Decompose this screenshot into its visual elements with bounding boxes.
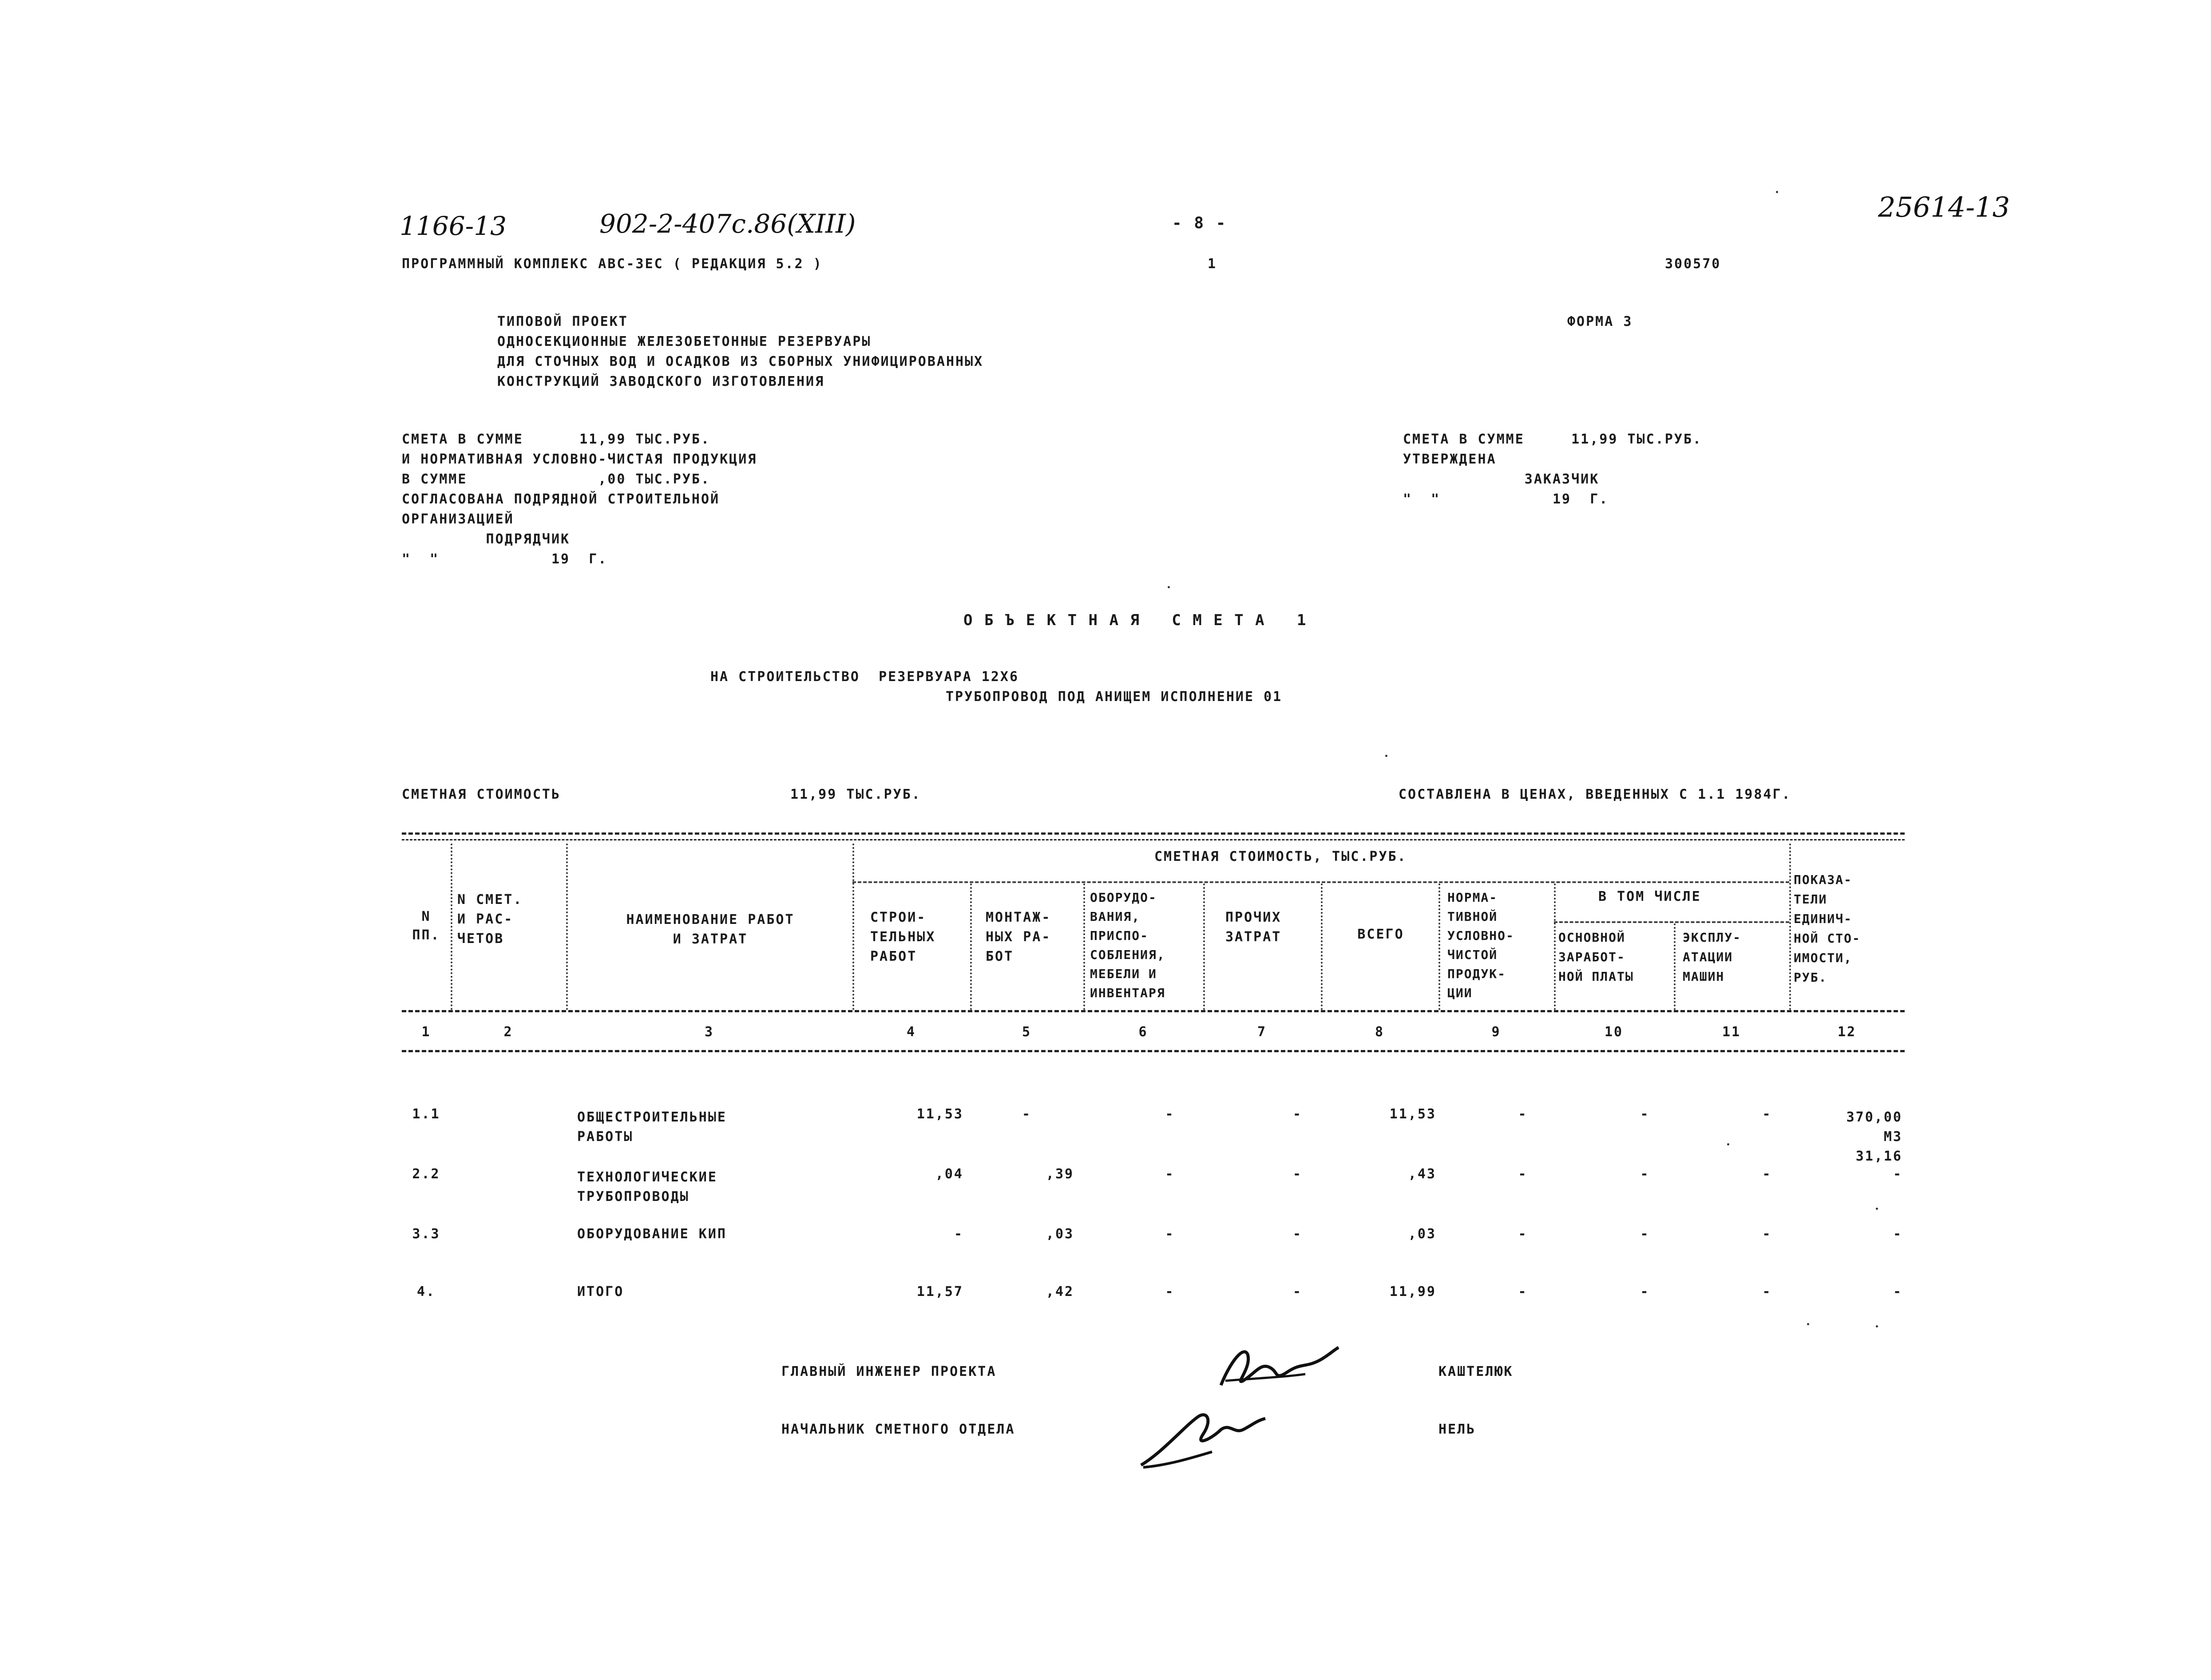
col-header-4: СТРОИ- ТЕЛЬНЫХ РАБОТ bbox=[870, 910, 936, 964]
column-separator bbox=[852, 844, 854, 1010]
col-number: 8 bbox=[1375, 1024, 1385, 1040]
left-block-line: СОГЛАСОВАНА ПОДРЯДНОЙ СТРОИТЕЛЬНОЙ bbox=[402, 491, 720, 507]
col-header-12: ПОКАЗА- ТЕЛИ ЕДИНИЧ- НОЙ СТО- ИМОСТИ, РУБ. bbox=[1794, 872, 1861, 985]
cell-pokaz: 370,00 М3 31,16 bbox=[1846, 1109, 1902, 1164]
left-block-line: ОРГАНИЗАЦИЕЙ bbox=[402, 511, 514, 527]
cell-n: 3.3 bbox=[412, 1226, 440, 1242]
page-marker: - 8 - bbox=[1172, 214, 1227, 232]
incl-header: В ТОМ ЧИСЛЕ bbox=[1598, 889, 1701, 904]
summary-prices: СОСТАВЛЕНА В ЦЕНАХ, ВВЕДЕННЫХ С 1.1 1984Г. bbox=[1399, 787, 1791, 802]
col-header-8: ВСЕГО bbox=[1357, 927, 1404, 942]
cell-n: 4. bbox=[416, 1284, 436, 1300]
cell-vsego: 11,99 bbox=[1389, 1284, 1436, 1300]
cell-stroit: ,04 bbox=[935, 1166, 963, 1182]
cell-oborud: - bbox=[1165, 1226, 1175, 1242]
cell-pokaz: - bbox=[1893, 1284, 1902, 1300]
left-block-line: И НОРМАТИВНАЯ УСЛОВНО-ЧИСТАЯ ПРОДУКЦИЯ bbox=[402, 452, 757, 467]
project-line: ОДНОСЕКЦИОННЫЕ ЖЕЛЕЗОБЕТОННЫЕ РЕЗЕРВУАРЫ bbox=[497, 334, 872, 349]
signature-scribble-1 bbox=[1216, 1336, 1341, 1394]
left-block-line: ПОДРЯДЧИК bbox=[402, 531, 571, 547]
col-header-2: N СМЕТ. И РАС- ЧЕТОВ bbox=[457, 892, 523, 947]
table-top-rule-2 bbox=[402, 839, 1905, 840]
scan-speck bbox=[1168, 586, 1170, 588]
scan-speck bbox=[1876, 1208, 1878, 1210]
cell-osn: - bbox=[1640, 1106, 1650, 1122]
cell-montazh: ,39 bbox=[1046, 1166, 1074, 1182]
cell-proch: - bbox=[1292, 1166, 1303, 1182]
cell-oborud: - bbox=[1165, 1284, 1175, 1300]
cell-proch: - bbox=[1292, 1284, 1303, 1300]
cell-stroit: - bbox=[954, 1226, 963, 1242]
cell-montazh: - bbox=[1022, 1106, 1032, 1122]
group-header-rule bbox=[852, 881, 1789, 883]
cell-eksp: - bbox=[1762, 1106, 1772, 1122]
col-number: 2 bbox=[503, 1024, 513, 1040]
col-number: 11 bbox=[1722, 1024, 1741, 1040]
form-label: ФОРМА 3 bbox=[1567, 314, 1633, 329]
incl-header-rule bbox=[1554, 921, 1789, 923]
summary-label: СМЕТНАЯ СТОИМОСТЬ bbox=[402, 787, 561, 802]
scan-speck bbox=[1876, 1325, 1878, 1327]
scan-speck bbox=[1727, 1143, 1729, 1145]
cell-name: ИТОГО bbox=[577, 1284, 624, 1300]
document-title: О Б Ъ Е К Т Н А Я С М Е Т А 1 bbox=[963, 611, 1308, 629]
signature-name: КАШТЕЛЮК bbox=[1438, 1364, 1514, 1379]
col-number: 9 bbox=[1491, 1024, 1501, 1040]
col-header-3: НАИМЕНОВАНИЕ РАБОТ И ЗАТРАТ bbox=[626, 912, 795, 947]
col-header-10: ОСНОВНОЙ ЗАРАБОТ- НОЙ ПЛАТЫ bbox=[1558, 930, 1634, 984]
cell-osn: - bbox=[1640, 1226, 1650, 1242]
cell-norm: - bbox=[1518, 1226, 1528, 1242]
col-header-7: ПРОЧИХ ЗАТРАТ bbox=[1225, 910, 1282, 945]
colnum-bottom-rule bbox=[402, 1050, 1905, 1052]
col-number: 4 bbox=[906, 1024, 916, 1040]
right-block-line: " " 19 Г. bbox=[1403, 491, 1609, 507]
header-bottom-rule bbox=[402, 1010, 1905, 1012]
cell-eksp: - bbox=[1762, 1226, 1772, 1242]
col-header-5: МОНТАЖ- НЫХ РА- БОТ bbox=[986, 910, 1051, 964]
cell-proch: - bbox=[1292, 1226, 1303, 1242]
cell-n: 1.1 bbox=[412, 1106, 440, 1122]
col-header-9: НОРМА- ТИВНОЙ УСЛОВНО- ЧИСТОЙ ПРОДУК- ЦИИ bbox=[1447, 890, 1514, 1000]
title-line-1: НА СТРОИТЕЛЬСТВО РЕЗЕРВУАРА 12Х6 bbox=[710, 669, 1019, 685]
scan-speck bbox=[1385, 755, 1387, 757]
column-separator bbox=[1321, 884, 1323, 1010]
cell-n: 2.2 bbox=[412, 1166, 440, 1182]
table-top-rule bbox=[402, 832, 1905, 835]
column-separator bbox=[1203, 884, 1205, 1010]
doc-code: 300570 bbox=[1665, 256, 1721, 272]
cell-stroit: 11,53 bbox=[916, 1106, 963, 1122]
cell-stroit: 11,57 bbox=[916, 1284, 963, 1300]
column-separator bbox=[566, 844, 568, 1010]
scan-speck bbox=[1807, 1323, 1809, 1325]
left-block-line: СМЕТА В СУММЕ 11,99 ТЫС.РУБ. bbox=[402, 432, 711, 447]
signature-role: НАЧАЛЬНИК СМЕТНОГО ОТДЕЛА bbox=[781, 1422, 1015, 1437]
summary-value: 11,99 ТЫС.РУБ. bbox=[790, 787, 921, 802]
title-line-2: ТРУБОПРОВОД ПОД АНИЩЕМ ИСПОЛНЕНИЕ 01 bbox=[946, 689, 1283, 705]
column-separator bbox=[1083, 884, 1085, 1010]
cell-eksp: - bbox=[1762, 1166, 1772, 1182]
scan-speck bbox=[1776, 191, 1778, 193]
cell-name: ОБОРУДОВАНИЕ КИП bbox=[577, 1226, 727, 1242]
project-line: ТИПОВОЙ ПРОЕКТ bbox=[497, 314, 628, 329]
signature-role: ГЛАВНЫЙ ИНЖЕНЕР ПРОЕКТА bbox=[781, 1364, 997, 1379]
col-header-11: ЭКСПЛУ- АТАЦИИ МАШИН bbox=[1683, 930, 1742, 984]
cell-pokaz: - bbox=[1893, 1226, 1902, 1242]
signature-name: НЕЛЬ bbox=[1438, 1422, 1476, 1437]
column-separator bbox=[1674, 923, 1676, 1010]
col-header-1: N ПП. bbox=[412, 909, 440, 943]
program-header: ПРОГРАММНЫЙ КОМПЛЕКС АВС-3ЕС ( РЕДАКЦИЯ 5.2 ) bbox=[402, 256, 823, 272]
col-number: 10 bbox=[1604, 1024, 1624, 1040]
cell-oborud: - bbox=[1165, 1166, 1175, 1182]
cell-name: ОБЩЕСТРОИТЕЛЬНЫЕ РАБОТЫ bbox=[577, 1109, 727, 1145]
cell-vsego: ,03 bbox=[1408, 1226, 1436, 1242]
col-number: 5 bbox=[1022, 1024, 1032, 1040]
cell-proch: - bbox=[1292, 1106, 1303, 1122]
cell-name: ТЕХНОЛОГИЧЕСКИЕ ТРУБОПРОВОДЫ bbox=[577, 1169, 717, 1205]
handwritten-project-code: 902-2-407с.86(XIII) bbox=[599, 209, 856, 239]
handwritten-left-code: 1166-13 bbox=[400, 211, 507, 241]
sheet-number: 1 bbox=[1208, 256, 1217, 272]
handwritten-right-code: 25614-13 bbox=[1878, 191, 2010, 223]
group-header: СМЕТНАЯ СТОИМОСТЬ, ТЫС.РУБ. bbox=[1154, 849, 1407, 864]
cell-norm: - bbox=[1518, 1284, 1528, 1300]
cell-montazh: ,03 bbox=[1046, 1226, 1074, 1242]
column-separator bbox=[1438, 884, 1440, 1010]
cell-norm: - bbox=[1518, 1106, 1528, 1122]
left-block-line: В СУММЕ ,00 ТЫС.РУБ. bbox=[402, 472, 711, 487]
signature-scribble-2 bbox=[1137, 1399, 1279, 1474]
project-line: КОНСТРУКЦИЙ ЗАВОДСКОГО ИЗГОТОВЛЕНИЯ bbox=[497, 374, 825, 389]
col-number: 3 bbox=[704, 1024, 714, 1040]
cell-norm: - bbox=[1518, 1166, 1528, 1182]
cell-osn: - bbox=[1640, 1284, 1650, 1300]
left-block-line: " " 19 Г. bbox=[402, 551, 608, 567]
column-separator bbox=[1554, 884, 1556, 1010]
cell-vsego: 11,53 bbox=[1389, 1106, 1436, 1122]
cell-osn: - bbox=[1640, 1166, 1650, 1182]
col-number: 1 bbox=[421, 1024, 431, 1040]
column-separator bbox=[451, 844, 452, 1010]
project-line: ДЛЯ СТОЧНЫХ ВОД И ОСАДКОВ ИЗ СБОРНЫХ УНИФИЦИРОВАННЫХ bbox=[497, 354, 984, 369]
right-block-line: ЗАКАЗЧИК bbox=[1403, 472, 1600, 487]
column-separator bbox=[1789, 844, 1791, 1010]
cell-eksp: - bbox=[1762, 1284, 1772, 1300]
col-number: 6 bbox=[1138, 1024, 1148, 1040]
column-separator bbox=[970, 884, 972, 1010]
col-number: 7 bbox=[1257, 1024, 1267, 1040]
right-block-line: СМЕТА В СУММЕ 11,99 ТЫС.РУБ. bbox=[1403, 432, 1702, 447]
cell-montazh: ,42 bbox=[1046, 1284, 1074, 1300]
cell-vsego: ,43 bbox=[1408, 1166, 1436, 1182]
cell-oborud: - bbox=[1165, 1106, 1175, 1122]
col-number: 12 bbox=[1837, 1024, 1857, 1040]
right-block-line: УТВЕРЖДЕНА bbox=[1403, 452, 1497, 467]
col-header-6: ОБОРУДО- ВАНИЯ, ПРИСПО- СОБЛЕНИЯ, МЕБЕЛИ И ИНВЕНТАРЯ bbox=[1090, 890, 1165, 1000]
cell-pokaz: - bbox=[1893, 1166, 1902, 1182]
